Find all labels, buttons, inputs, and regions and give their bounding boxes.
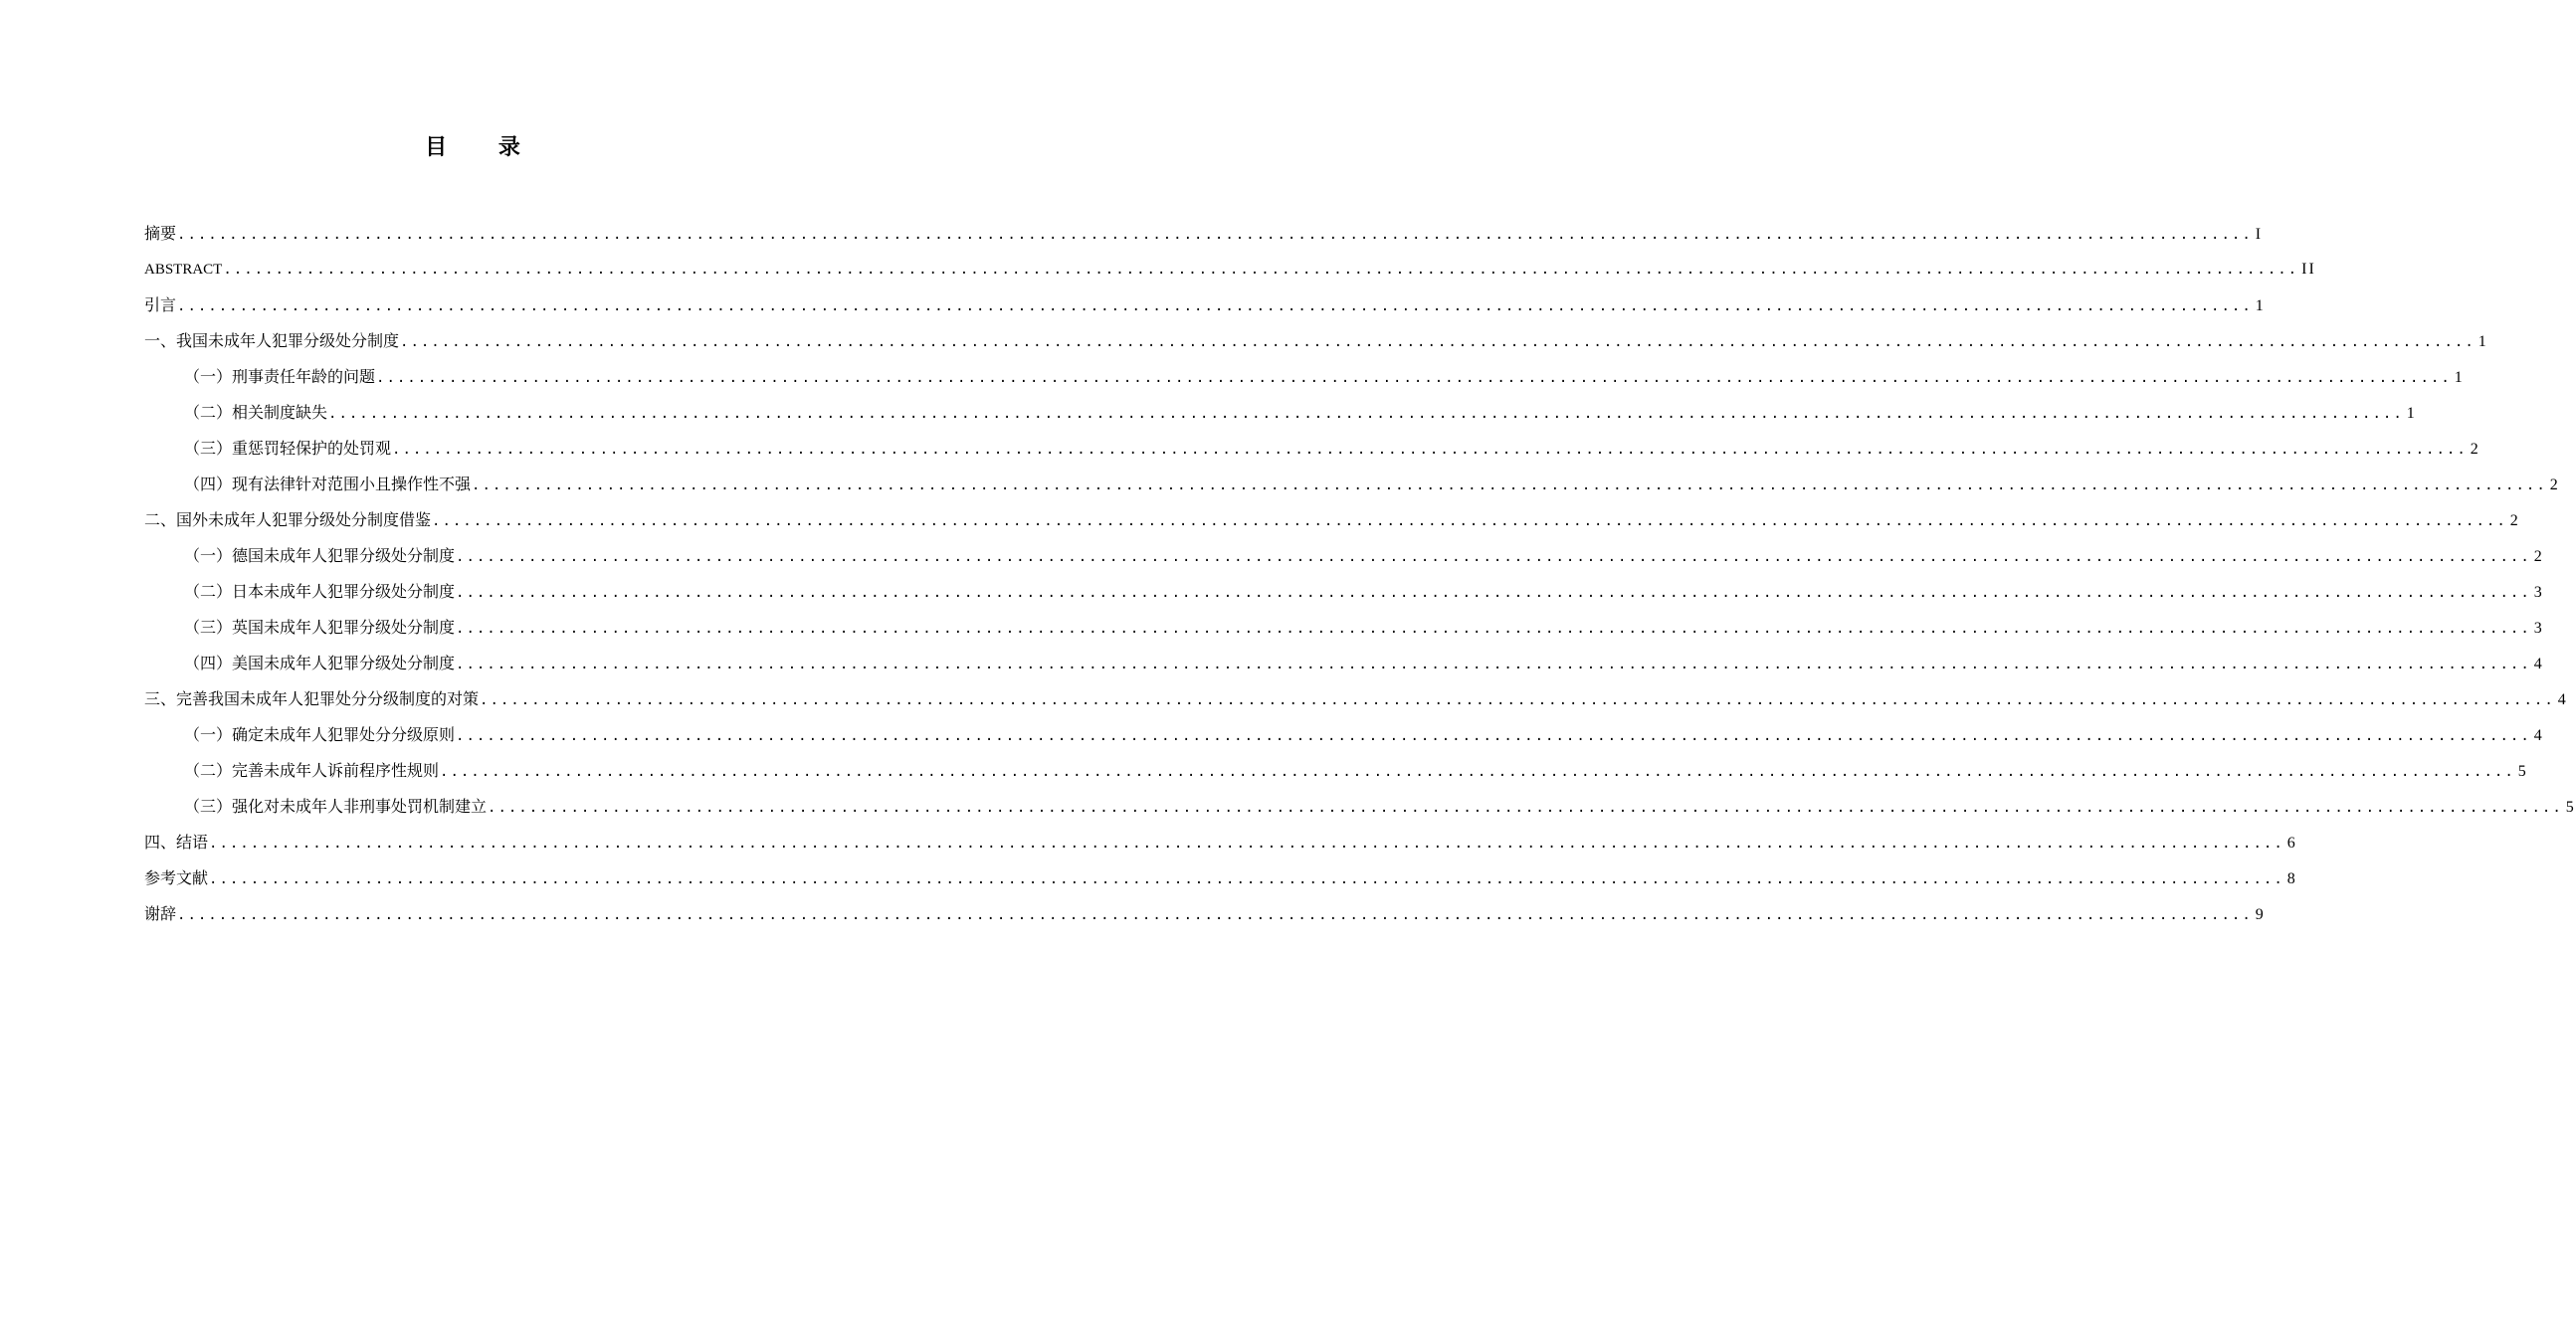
dot-leader: ........................................................................................................................................................................................................ — [328, 406, 2404, 422]
toc-entry-page: II — [2301, 261, 2316, 278]
toc-entry-page: 2 — [2533, 548, 2544, 565]
dot-leader: ........................................................................................................................................................................................................ — [456, 585, 2531, 601]
toc-entry-label: 一、我国未成年人犯罪分级处分制度 — [144, 331, 400, 350]
toc-entry-conclusion — [144, 825, 2297, 860]
toc-entry-section-1-2 — [144, 395, 2417, 431]
dot-leader: ........................................................................................................................................................................................................ — [456, 621, 2531, 637]
toc-entry-label: 引言 — [144, 295, 177, 314]
toc-entry-label: 四、结语 — [144, 833, 209, 852]
toc-entry-chapter-3 — [144, 681, 2568, 717]
toc-entry-label: 参考文献 — [144, 868, 209, 887]
toc-entry-label: （二）相关制度缺失 — [184, 403, 328, 422]
toc-entry-page: 3 — [2533, 584, 2544, 601]
toc-entry-acknowledgements — [144, 896, 2266, 932]
toc-entry-page: 2 — [2549, 477, 2560, 493]
toc-entry-label: 三、完善我国未成年人犯罪处分分级制度的对策 — [144, 689, 480, 708]
toc-entry-references — [144, 860, 2297, 896]
toc-entry-page: 5 — [2517, 763, 2528, 780]
dot-leader: ........................................................................................................................................................................................................ — [177, 298, 2253, 314]
dot-leader: ........................................................................................................................................................................................................ — [376, 370, 2452, 386]
toc-entry-label: 摘要 — [144, 224, 177, 243]
toc-entry-label: （四）现有法律针对范围小且操作性不强 — [184, 475, 472, 493]
toc-entry-section-3-2 — [144, 753, 2528, 789]
toc-entry-page: 4 — [2557, 691, 2568, 708]
toc-entry-page: 6 — [2286, 835, 2297, 852]
dot-leader: ........................................................................................................................................................................................................ — [177, 907, 2253, 923]
toc-entry-introduction — [144, 287, 2266, 323]
dot-leader: ........................................................................................................................................................................................................ — [392, 442, 2468, 458]
dot-leader: ........................................................................................................................................................................................................ — [456, 657, 2531, 672]
toc-entry-label: （一）确定未成年人犯罪处分分级原则 — [184, 725, 456, 744]
toc-entry-page: 1 — [2454, 369, 2465, 386]
toc-entry-label: （三）强化对未成年人非刑事处罚机制建立 — [184, 797, 488, 816]
toc-entry-page: 2 — [2470, 441, 2480, 458]
toc-entry-page: 2 — [2509, 512, 2520, 529]
toc-entry-section-1-3 — [144, 431, 2480, 467]
toc-entry-section-2-1 — [144, 538, 2544, 574]
toc-entry-label: （三）英国未成年人犯罪分级处分制度 — [184, 618, 456, 637]
toc-entry-section-1-4 — [144, 467, 2560, 502]
toc-entry-label: （二）完善未成年人诉前程序性规则 — [184, 761, 440, 780]
toc-entry-chapter-1 — [144, 323, 2488, 359]
table-of-contents — [144, 216, 2576, 932]
dot-leader: ........................................................................................................................................................................................................ — [432, 513, 2507, 529]
toc-entry-page: 9 — [2255, 906, 2266, 923]
dot-leader: ........................................................................................................................................................................................................ — [480, 692, 2555, 708]
dot-leader: ........................................................................................................................................................................................................ — [440, 764, 2515, 780]
toc-entry-page: 8 — [2286, 870, 2297, 887]
toc-entry-page: 1 — [2477, 333, 2488, 350]
toc-entry-label: （一）刑事责任年龄的问题 — [184, 367, 376, 386]
toc-entry-section-3-3 — [144, 789, 2576, 825]
toc-entry-label: （一）德国未成年人犯罪分级处分制度 — [184, 546, 456, 565]
toc-entry-page: 5 — [2565, 799, 2576, 816]
toc-entry-page: 1 — [2255, 297, 2266, 314]
dot-leader: ........................................................................................................................................................................................................ — [209, 836, 2284, 852]
dot-leader: ........................................................................................................................................................................................................ — [177, 227, 2253, 243]
dot-leader: ........................................................................................................................................................................................................ — [472, 478, 2547, 493]
toc-entry-abstract-en — [144, 252, 2316, 287]
toc-title: 目 录 — [425, 135, 542, 160]
toc-entry-label: （四）美国未成年人犯罪分级处分制度 — [184, 654, 456, 672]
toc-entry-chapter-2 — [144, 502, 2520, 538]
toc-entry-section-2-3 — [144, 610, 2544, 646]
toc-entry-page: 4 — [2533, 727, 2544, 744]
toc-entry-page: I — [2255, 226, 2264, 243]
dot-leader: ........................................................................................................................................................................................................ — [456, 728, 2531, 744]
toc-entry-page: 1 — [2406, 405, 2417, 422]
toc-entry-label: （二）日本未成年人犯罪分级处分制度 — [184, 582, 456, 601]
toc-entry-label: 谢辞 — [144, 904, 177, 923]
dot-leader: ........................................................................................................................................................................................................ — [456, 549, 2531, 565]
toc-entry-section-2-4 — [144, 646, 2544, 681]
toc-entry-abstract-cn — [144, 216, 2264, 252]
dot-leader: ........................................................................................................................................................................................................ — [223, 262, 2299, 278]
dot-leader: ........................................................................................................................................................................................................ — [209, 871, 2284, 887]
toc-entry-page: 3 — [2533, 620, 2544, 637]
toc-entry-section-3-1 — [144, 717, 2544, 753]
dot-leader: ........................................................................................................................................................................................................ — [488, 800, 2563, 816]
toc-entry-label: （三）重惩罚轻保护的处罚观 — [184, 439, 392, 458]
toc-entry-label: 二、国外未成年人犯罪分级处分制度借鉴 — [144, 510, 432, 529]
toc-entry-section-1-1 — [144, 359, 2465, 395]
toc-entry-page: 4 — [2533, 656, 2544, 672]
toc-entry-label: ABSTRACT — [144, 262, 223, 278]
toc-entry-section-2-2 — [144, 574, 2544, 610]
dot-leader: ........................................................................................................................................................................................................ — [400, 334, 2476, 350]
